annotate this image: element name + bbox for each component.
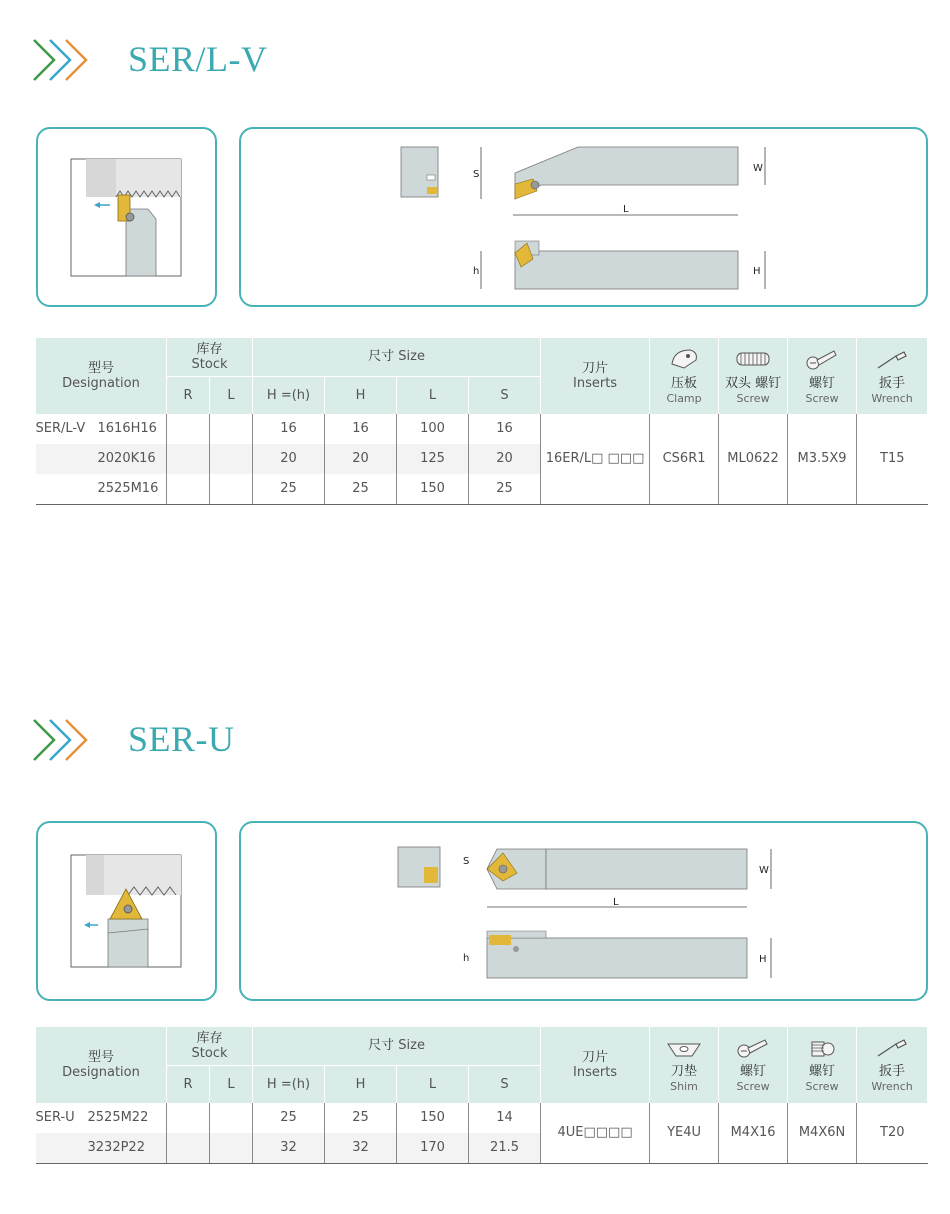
svg-text:H: H (759, 954, 767, 965)
hh-cell: 32 (253, 1133, 325, 1164)
wrench-cn: 扳手 (879, 1064, 906, 1079)
designation-en: Designation (62, 1065, 140, 1080)
inserts-cell: 4UE□□□□ (541, 1103, 650, 1164)
screw1-en: Screw (736, 392, 770, 405)
dimension-drawing-panel (239, 821, 928, 1001)
svg-text:L: L (623, 204, 629, 215)
designation-en: Designation (62, 376, 140, 391)
screw2-cn: 螺钉 (809, 376, 836, 391)
size-l-header: L (397, 1065, 469, 1103)
designation-cell: 2020K16 (36, 444, 167, 474)
wrench-en: Wrench (871, 392, 913, 405)
designation-cell: 3232P22 (36, 1133, 167, 1164)
l-cell: 170 (397, 1133, 469, 1164)
screw2-en: Screw (805, 392, 839, 405)
l-cell: 100 (397, 414, 469, 444)
clamp-cn: 压板 (671, 376, 698, 391)
wrench-cell: T15 (857, 414, 928, 505)
hh-cell: 16 (253, 414, 325, 444)
screw-icon (804, 346, 840, 372)
size-s-header: S (469, 1065, 541, 1103)
inserts-en: Inserts (573, 1065, 618, 1080)
l-cell: 150 (397, 474, 469, 505)
clamp-icon (666, 346, 702, 372)
holder-dimension-drawing (241, 129, 926, 305)
stock-l-header: L (210, 376, 253, 414)
stock-r-header: R (167, 1065, 210, 1103)
hh-cell: 25 (253, 1103, 325, 1133)
holder-dimension-drawing (241, 823, 926, 999)
external-threading-illustration (38, 129, 215, 305)
svg-text:h: h (473, 266, 480, 277)
section-title: SER/L-V (128, 39, 268, 79)
h-cell: 16 (325, 414, 397, 444)
s-cell: 25 (469, 474, 541, 505)
size-h-header: H (325, 1065, 397, 1103)
svg-text:h: h (463, 953, 470, 964)
shim-en: Shim (670, 1080, 698, 1093)
size-s-header: S (469, 376, 541, 414)
svg-text:W: W (753, 163, 763, 174)
screw2-cn: 螺钉 (809, 1064, 836, 1079)
stock-en: Stock (191, 356, 228, 372)
inserts-cn: 刀片 (582, 1050, 609, 1065)
inserts-cell: 16ER/L□ □□□ (541, 414, 650, 505)
double-screw-icon (733, 346, 773, 372)
screw1-cn: 螺钉 (740, 1064, 767, 1079)
h-cell: 32 (325, 1133, 397, 1164)
designation-cn: 型号 (87, 1050, 114, 1065)
clamp-en: Clamp (666, 392, 702, 405)
designation-cell: 2525M16 (36, 474, 167, 505)
s-cell: 16 (469, 414, 541, 444)
spec-table-ser-u (35, 1027, 928, 1164)
section-title: SER-U (128, 719, 235, 759)
screw1-cn: 双头 螺钉 (724, 376, 782, 391)
l-cell: 150 (397, 1103, 469, 1133)
wrench-icon (874, 1036, 910, 1060)
screw-icon (735, 1036, 771, 1060)
wrench-icon (874, 346, 910, 372)
application-illustration-panel (36, 127, 217, 307)
svg-text:H: H (753, 266, 761, 277)
s-cell: 21.5 (469, 1133, 541, 1164)
dimension-drawing-panel (239, 127, 928, 307)
stock-cn: 库存 (196, 1030, 223, 1046)
size-en: Size (398, 349, 425, 365)
s-cell: 14 (469, 1103, 541, 1133)
hh-cell: 25 (253, 474, 325, 505)
wrench-cell: T20 (857, 1103, 928, 1164)
size-en: Size (398, 1038, 425, 1054)
screw2-cell: M4X6N (788, 1103, 857, 1164)
table-row (36, 414, 928, 444)
clamp-cell: CS6R1 (650, 414, 719, 505)
chevron-arrows-icon (30, 716, 94, 764)
stock-en: Stock (191, 1045, 228, 1061)
size-hh-header: H =(h) (253, 376, 325, 414)
h-cell: 20 (325, 444, 397, 474)
designation-cell: SER-U 2525M22 (35, 1110, 149, 1125)
chevron-arrows-icon (30, 36, 94, 84)
designation-cell: SER/L-V 1616H16 (35, 421, 157, 436)
svg-text:S: S (463, 856, 470, 867)
shim-cell: YE4U (650, 1103, 719, 1164)
size-h-header: H (325, 376, 397, 414)
shim-icon (664, 1036, 704, 1060)
size-hh-header: H =(h) (253, 1065, 325, 1103)
wrench-en: Wrench (871, 1080, 913, 1093)
designation-cn: 型号 (87, 361, 114, 376)
stock-cn: 库存 (196, 341, 223, 357)
s-cell: 20 (469, 444, 541, 474)
svg-text:W: W (759, 865, 769, 876)
size-cn: 尺寸 (368, 1038, 395, 1054)
external-threading-illustration (38, 823, 215, 999)
hh-cell: 20 (253, 444, 325, 474)
screw1-cell: ML0622 (719, 414, 788, 505)
stock-r-header: R (167, 376, 210, 414)
application-illustration-panel (36, 821, 217, 1001)
screw2-en: Screw (805, 1080, 839, 1093)
h-cell: 25 (325, 1103, 397, 1133)
inserts-en: Inserts (573, 376, 618, 391)
svg-text:S: S (473, 169, 480, 180)
screw1-en: Screw (736, 1080, 770, 1093)
table-row (36, 1103, 928, 1133)
shim-cn: 刀垫 (671, 1064, 698, 1079)
svg-text:L: L (613, 897, 619, 908)
screw2-cell: M3.5X9 (788, 414, 857, 505)
wrench-cn: 扳手 (879, 376, 906, 391)
stock-l-header: L (210, 1065, 253, 1103)
size-cn: 尺寸 (368, 349, 395, 365)
screw1-cell: M4X16 (719, 1103, 788, 1164)
spec-table-ser-l-v (35, 338, 928, 505)
set-screw-icon (804, 1036, 840, 1060)
size-l-header: L (397, 376, 469, 414)
l-cell: 125 (397, 444, 469, 474)
inserts-cn: 刀片 (582, 361, 609, 376)
h-cell: 25 (325, 474, 397, 505)
